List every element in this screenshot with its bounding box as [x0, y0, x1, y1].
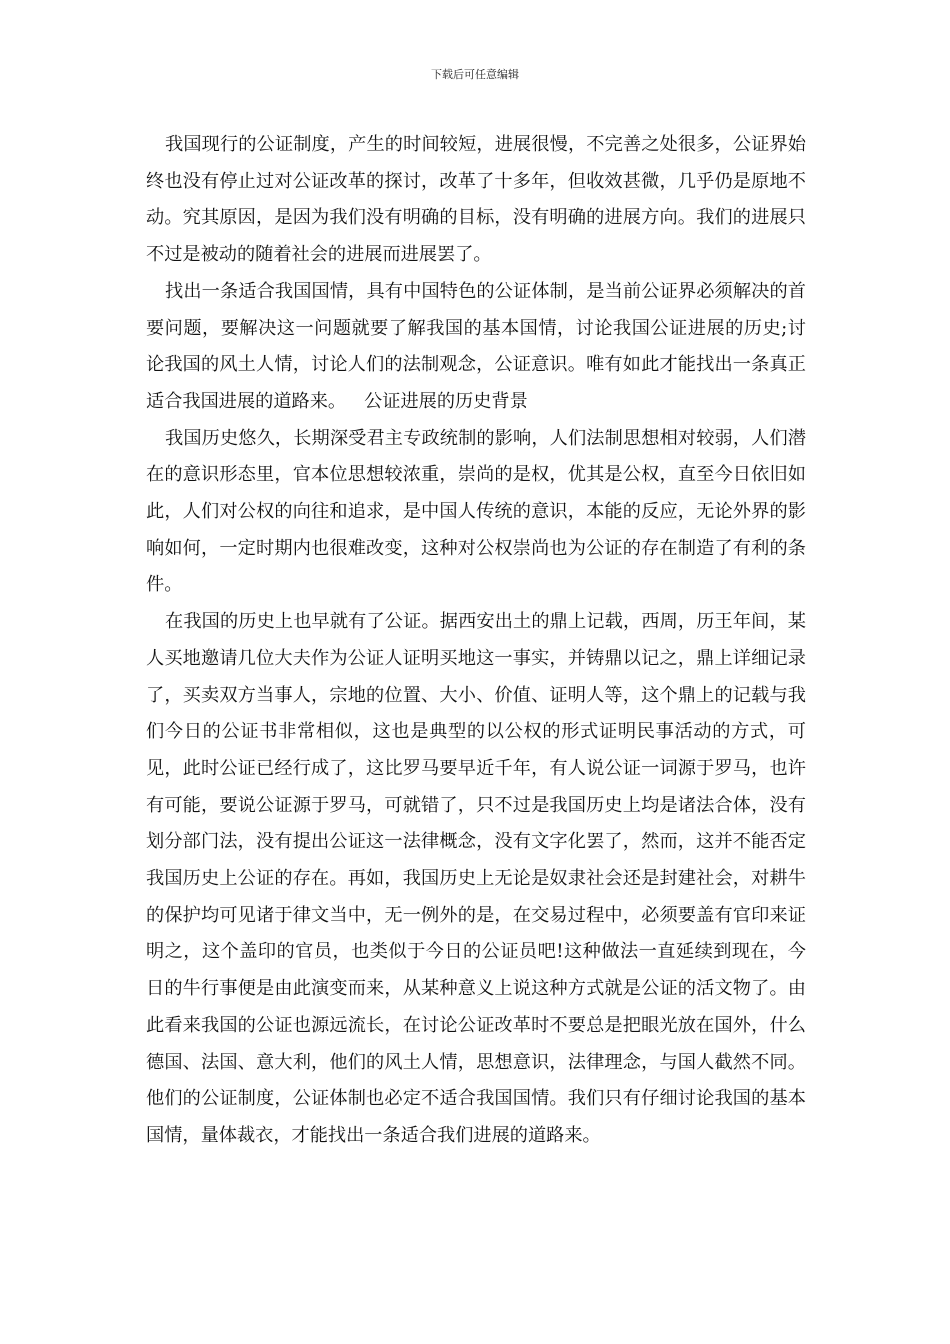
paragraph-2-text: 找出一条适合我国国情，具有中国特色的公证体制，是当前公证界必须解决的首要问题，要解决这一问题就要了解我国的基本国情，讨论我国公证进展的历史;讨论我国的风土人情，讨论人们的法制观念，公证意识。唯有如此才能找出一条真正适合我国进展的道路来。 [146, 280, 806, 412]
paragraph-2 [146, 274, 806, 421]
page-header: 下载后可任意编辑 [431, 68, 519, 81]
document-body [146, 127, 806, 1155]
section-title: 公证进展的历史背景 [364, 390, 528, 412]
paragraph-4: 在我国的历史上也早就有了公证。据西安出土的鼎上记载，西周，历王年间，某人买地邀请几位大夫作为公证人证明买地这一事实，并铸鼎以记之，鼎上详细记录了，买卖双方当事人，宗地的位置、大小、价值、证明人等，这个鼎上的记载与我们今日的公证书非常相似，这也是典型的以公权的形式证明民事活动的方式，可见，此时公证已经行成了，这比罗马要早近千年，有人说公证一词源于罗马，也许有可能，要说公证源于罗马，可就错了，只不过是我国历史上均是诸法合体，没有划分部门法，没有提出公证这一法律概念，没有文字化罢了，然而，这并不能否定我国历史上公证的存在。再如，我国历史上无论是奴隶社会还是封建社会，对耕牛的保护均可见诸于律文当中，无一例外的是，在交易过程中，必须要盖有官印来证明之，这个盖印的官员，也类似于今日的公证员吧!这种做法一直延续到现在，今日的牛行事便是由此演变而来，从某种意义上说这种方式就是公证的活文物了。由此看来我国的公证也源远流长，在讨论公证改革时不要总是把眼光放在国外，什么德国、法国、意大利，他们的风土人情，思想意识，法律理念，与国人截然不同。他们的公证制度，公证体制也必定不适合我国国情。我们只有仔细讨论我国的基本国情，量体裁衣，才能找出一条适合我们进展的道路来。 [146, 611, 806, 1146]
paragraph-1: 我国现行的公证制度，产生的时间较短，进展很慢，不完善之处很多，公证界始终也没有停止过对公证改革的探讨，改革了十多年，但收效甚微，几乎仍是原地不动。究其原因，是因为我们没有明确的目标，没有明确的进展方向。我们的进展只不过是被动的随着社会的进展而进展罢了。 [146, 134, 806, 266]
paragraph-3: 我国历史悠久，长期深受君主专政统制的影响，人们法制思想相对较弱，人们潜在的意识形态里，官本位思想较浓重，崇尚的是权，优其是公权，直至今日依旧如此，人们对公权的向往和追求，是中国人传统的意识，本能的反应，无论外界的影响如何，一定时期内也很难改变，这种对公权崇尚也为公证的存在制造了有利的条件。 [146, 427, 806, 596]
